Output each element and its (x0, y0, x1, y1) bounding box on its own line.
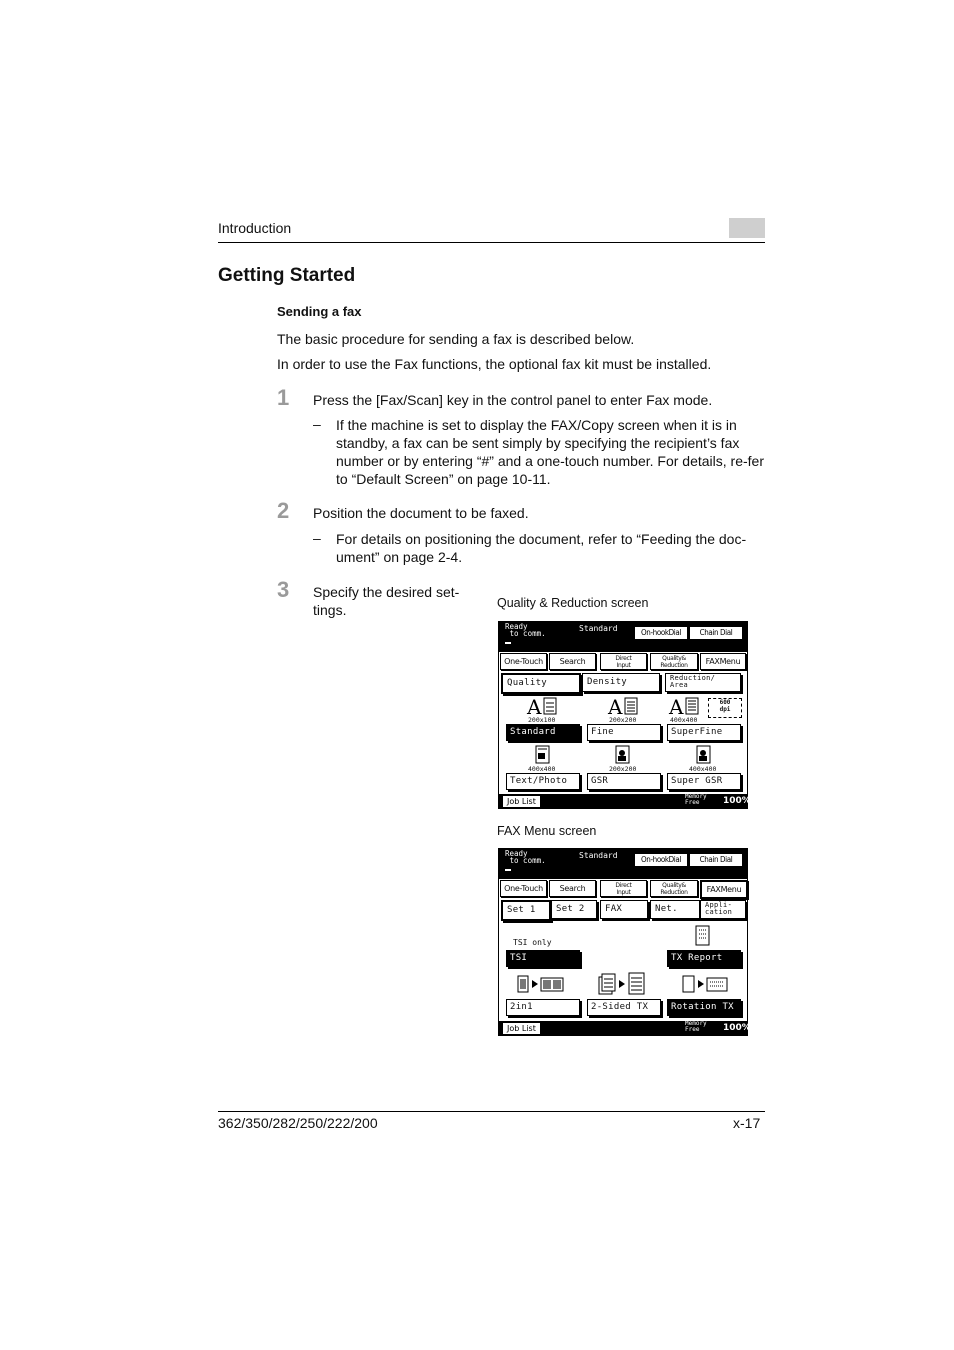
tab-direct-input[interactable]: Direct Input (600, 653, 647, 670)
two-sided-icon (597, 971, 649, 997)
tsi-only-label: TSI only (513, 938, 552, 947)
intro-paragraph: In order to use the Fax functions, the optional fax kit must be installed. (277, 356, 712, 372)
bullet-dash: – (313, 530, 321, 546)
tab-search[interactable]: Search (549, 653, 596, 670)
page-title: Getting Started (218, 265, 356, 286)
two-in-one-button[interactable]: 2in1 (506, 999, 580, 1016)
screen-bottom-bar (499, 1020, 751, 1035)
on-hook-dial-button[interactable]: On-hookDial (634, 626, 688, 640)
svg-text:A: A (608, 695, 623, 719)
step-number: 3 (277, 577, 290, 602)
quality-reduction-screen (498, 621, 751, 809)
step-bullet: For details on positioning the document, refer to “Feeding the doc-ument” on page 2-4. (336, 531, 747, 565)
text-page-icon (607, 695, 645, 717)
photo-page-icon (535, 745, 551, 765)
subtab-reduction-area[interactable]: Reduction/ Area (665, 673, 741, 692)
svg-text:A: A (669, 695, 684, 719)
memory-free-label: Memory Free (685, 793, 707, 806)
tab-quality-reduction[interactable]: Quality& Reduction (650, 880, 698, 897)
tab-fax-menu[interactable]: FAXMenu (700, 653, 746, 670)
resolution-label: 400x400 (689, 765, 717, 773)
memory-free-value: 100% (723, 1023, 751, 1033)
status-text: Ready to comm. (505, 622, 546, 638)
chain-dial-button[interactable]: Chain Dial (689, 853, 743, 867)
bullet-dash: – (313, 416, 321, 432)
resolution-label: 400x400 (670, 716, 698, 724)
tab-one-touch[interactable]: One-Touch (500, 653, 547, 670)
subtab-net[interactable]: Net. (650, 900, 700, 919)
subtab-quality[interactable]: Quality (501, 673, 581, 694)
rotation-icon (681, 974, 729, 996)
status-text: Ready to comm. (505, 849, 546, 865)
superfine-button[interactable]: SuperFine (667, 724, 741, 741)
intro-paragraph: The basic procedure for sending a fax is described below. (277, 331, 635, 347)
header-rule (218, 242, 765, 243)
photo-page-icon (615, 745, 631, 765)
screen-status-bar (499, 849, 747, 879)
status-cursor (505, 642, 511, 644)
step-bullet: If the machine is set to display the FAX/Copy screen when it is in standby, a fax can be sent simply by specifying the recipient’s fax number or by entering “#” and a one-touch number. For details, re-fer to “Default Screen” on page 10-11. (336, 417, 764, 487)
screen-bottom-bar (499, 793, 751, 808)
fax-menu-screen (498, 848, 751, 1036)
subtab-fax[interactable]: FAX (600, 900, 648, 919)
subtab-application[interactable]: Appli- cation (700, 900, 746, 919)
text-page-icon (526, 695, 564, 717)
running-header: Introduction (218, 220, 292, 236)
subtab-density[interactable]: Density (582, 673, 660, 692)
text-page-icon (668, 695, 706, 717)
text-photo-button[interactable]: Text/Photo (506, 773, 580, 790)
job-list-button[interactable]: Job List (502, 795, 541, 808)
svg-text:A: A (527, 695, 542, 719)
resolution-label: 200x200 (609, 765, 637, 773)
mode-text: Standard (579, 851, 618, 860)
resolution-label: 200x100 (528, 716, 556, 724)
fine-button[interactable]: Fine (587, 724, 661, 741)
report-page-icon (695, 925, 711, 947)
super-gsr-button[interactable]: Super GSR (667, 773, 741, 790)
tx-report-button[interactable]: TX Report (667, 950, 741, 967)
resolution-label: 400x400 (528, 765, 556, 773)
step-text: Specify the desired set-tings. (313, 584, 460, 618)
screen-status-bar (499, 622, 747, 652)
two-sided-tx-button[interactable]: 2-Sided TX (587, 999, 661, 1016)
tab-quality-reduction[interactable]: Quality& Reduction (650, 653, 698, 670)
step-text: Press the [Fax/Scan] key in the control panel to enter Fax mode. (313, 392, 713, 408)
footer-rule (218, 1111, 765, 1112)
screen-caption: FAX Menu screen (497, 824, 597, 838)
on-hook-dial-button[interactable]: On-hookDial (634, 853, 688, 867)
resolution-label: 200x200 (609, 716, 637, 724)
step-text: Position the document to be faxed. (313, 505, 529, 521)
mode-text: Standard (579, 624, 618, 633)
step-number: 1 (277, 385, 290, 410)
memory-free-label: Memory Free (685, 1020, 707, 1033)
standard-button[interactable]: Standard (506, 724, 580, 741)
subtab-set-2[interactable]: Set 2 (551, 900, 597, 919)
tab-one-touch[interactable]: One-Touch (500, 880, 547, 897)
job-list-button[interactable]: Job List (502, 1022, 541, 1035)
two-in-one-icon (517, 974, 565, 996)
tab-fax-menu[interactable]: FAXMenu (700, 880, 748, 899)
step-number: 2 (277, 498, 290, 523)
tsi-button[interactable]: TSI (506, 950, 580, 967)
tab-search[interactable]: Search (549, 880, 596, 897)
chain-dial-button[interactable]: Chain Dial (689, 626, 743, 640)
subtab-set-1[interactable]: Set 1 (501, 900, 551, 921)
photo-page-icon (696, 745, 712, 765)
footer-models: 362/350/282/250/222/200 (218, 1115, 378, 1131)
screen-caption: Quality & Reduction screen (497, 596, 649, 610)
status-cursor (505, 869, 511, 871)
tab-direct-input[interactable]: Direct Input (600, 880, 647, 897)
rotation-tx-button[interactable]: Rotation TX (667, 999, 741, 1016)
memory-free-value: 100% (723, 796, 751, 806)
header-tab-marker (729, 218, 765, 238)
footer-page-number: x-17 (733, 1115, 761, 1131)
gsr-button[interactable]: GSR (587, 773, 661, 790)
dpi-600-icon: 600 dpi (708, 698, 742, 718)
section-subtitle: Sending a fax (277, 304, 362, 319)
